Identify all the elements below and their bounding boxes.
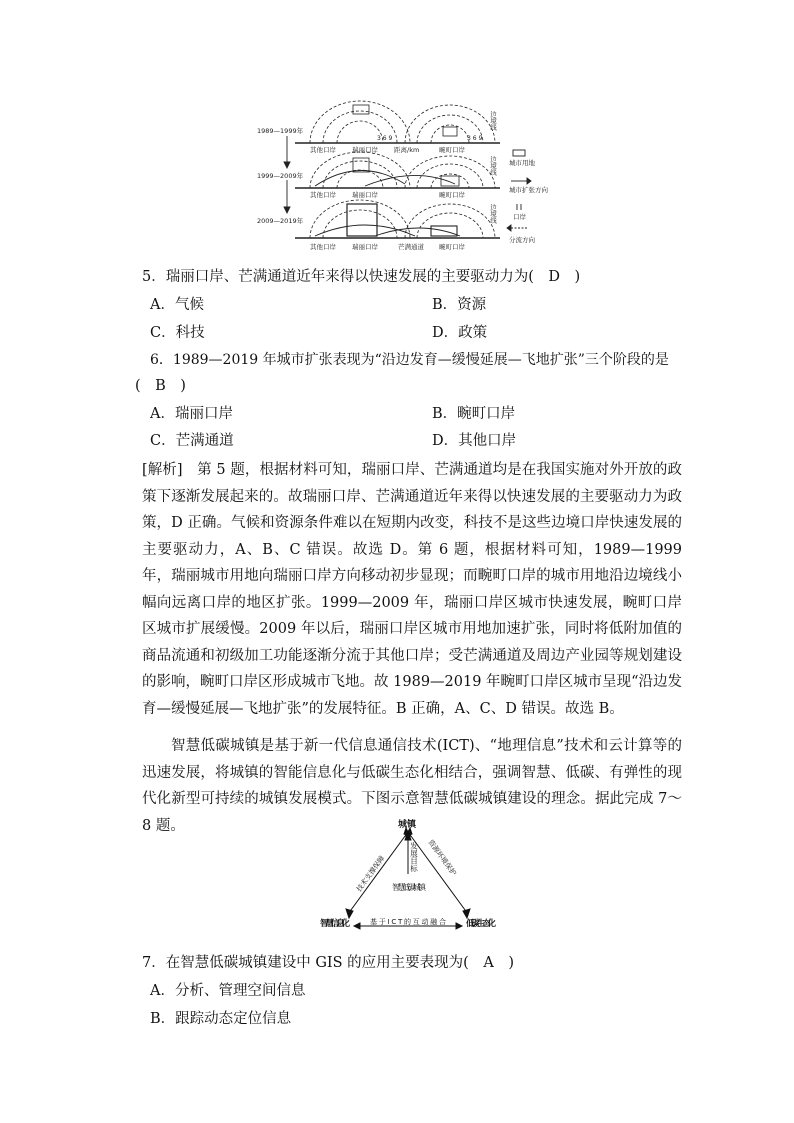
ticks-wanding: 3 6 9	[467, 135, 483, 142]
wanding-port-label-1: 畹町口岸	[439, 146, 465, 154]
intro-text: 智慧低碳城镇是基于新一代信息通信技术(ICT)、“地理信息”技术和云计算等的迅速发展，将城镇的智能信息化与低碳生态化相结合，强调智慧、低碳、有弹性的现代化新型可持续的城镇发展模式。下图示意智慧低碳城镇建设的理念。据此完成 7～8 题。	[142, 738, 682, 834]
question-5-option-c: C．科技	[150, 325, 205, 341]
period-3-diagram	[295, 200, 500, 238]
period-3-label: 2009—2019年	[257, 217, 304, 225]
ruili-port-label-1: 瑞丽口岸	[352, 146, 378, 154]
analysis-text: [解析] 第 5 题，根据材料可知，瑞丽口岸、芒满通道均是在我国实施对外开放的政策下逐渐发展起来的。故瑞丽口岸、芒满通道近年来得以快速发展的主要驱动力为政策，D 正确。气候和资源条件难以在短期内改变，科技不是这些边境口岸快速发展的主要驱动力，A、B、C 错误。故选 D。第 6 题，根据材料可知，1989—1999 年，瑞丽城市用地向瑞丽口岸方向移动初步显现；而畹町口岸的城市用地沿边境线小幅向远离口岸的地区扩张。1999—2009 年，瑞丽口岸区城市快速发展，畹町口岸区城市扩展缓慢。2009 年以后，瑞丽口岸区城市用地加速扩张，同时将低附加值的商品流通和初级加工功能逐渐分流于其他口岸；受芒满通道及周边产业园等规划建设的影响，畹町口岸区形成城市飞地。故 1989—2019 年畹町口岸区城市呈现“沿边发育—缓慢延展—飞地扩张”的发展特征。B 正确，A、C、D 错误。故选 B。	[142, 462, 682, 717]
right-node-label: 低碳生态化	[466, 919, 496, 929]
ruili-port-label-2: 瑞丽口岸	[352, 191, 378, 199]
mangman-label: 芒满通道	[398, 243, 424, 251]
legend-flow-label: 分流方向	[509, 236, 535, 244]
period-2-diagram	[295, 152, 500, 188]
question-6-option-a: A．瑞丽口岸	[150, 406, 233, 422]
other-port-label-2: 其他口岸	[310, 191, 336, 199]
legend-port-label: 口岸	[513, 213, 526, 221]
top-node-label: 城镇	[398, 820, 417, 830]
border-label-3: 边境线	[489, 204, 497, 224]
wanding-port-label-3: 畹町口岸	[439, 243, 465, 251]
question-7-option-b: B．跟踪动态定位信息	[150, 1011, 292, 1027]
legend-expand-label: 城市扩张方向	[509, 186, 548, 194]
question-6-option-c: C．芒满通道	[150, 433, 234, 449]
bottom-edge-label: 基于ICT的互动融合	[370, 918, 446, 926]
question-6-option-b: B．畹町口岸	[432, 406, 516, 422]
other-port-label-3: 其他口岸	[310, 243, 336, 251]
city-expansion-diagram	[255, 96, 555, 256]
left-edge-label: 技术支撑保障	[355, 854, 387, 894]
wanding-port-label-2: 畹町口岸	[439, 191, 465, 199]
left-node-label: 智慧信息化	[320, 919, 350, 929]
left-edge-line	[348, 832, 408, 914]
question-5-option-d: D．政策	[432, 325, 488, 341]
question-5-option-b: B．资源	[432, 297, 487, 313]
other-port-label-1: 其他口岸	[310, 146, 336, 154]
legend-land-label: 城市用地	[509, 159, 535, 167]
ticks-ruili: 3 6 9	[377, 135, 393, 142]
distance-label: 距离/km	[394, 146, 420, 154]
question-5-option-a: A．气候	[150, 297, 204, 313]
analysis-paragraph	[142, 457, 682, 722]
question-6-stem: 6．1989—2019 年城市扩张表现为“沿边发育—缓慢延展—飞地扩张”三个阶段的是	[150, 352, 669, 368]
period-1-label: 1989—1999年	[257, 127, 304, 135]
smart-low-carbon-diagram	[318, 814, 498, 950]
question-7-option-a: A．分析、管理空间信息	[150, 983, 306, 999]
goal-label: 发展目标	[409, 842, 419, 872]
question-5-stem: 5．瑞丽口岸、芒满通道近年来得以快速发展的主要驱动力为( D )	[142, 269, 581, 285]
question-6-answer: ( B )	[135, 378, 186, 394]
question-6-option-d: D．其他口岸	[432, 433, 517, 449]
border-label-1: 边境线	[489, 111, 497, 131]
border-label-2: 边境线	[489, 156, 497, 176]
right-edge-label: 资源环境保护	[426, 838, 458, 878]
question-7-stem: 7．在智慧低碳城镇建设中 GIS 的应用主要表现为( A )	[142, 955, 514, 971]
center-label: 智慧低碳城镇	[392, 883, 426, 892]
period-2-label: 1999—2009年	[257, 172, 304, 180]
ruili-port-label-3: 瑞丽口岸	[352, 243, 378, 251]
